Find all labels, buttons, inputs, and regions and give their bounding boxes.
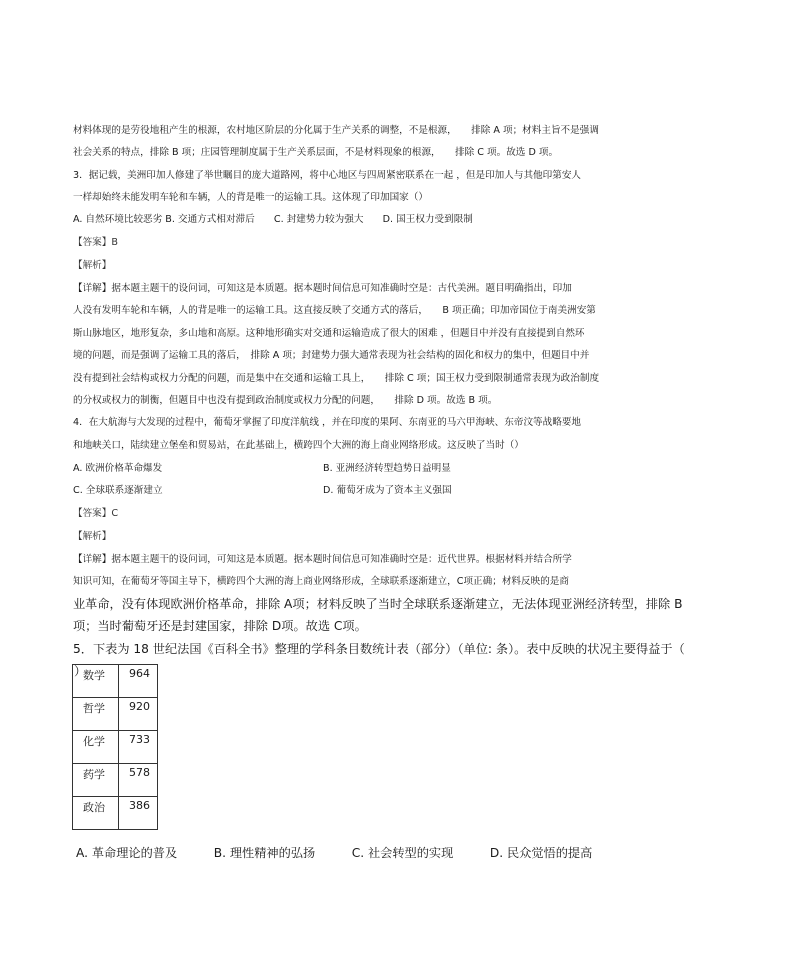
- explanation-line: 斯山脉地区，地形复杂，多山地和高原。这种地形确实对交通和运输造成了很大的困难 ，但题目中并没有直接提到自然环: [73, 328, 585, 339]
- option-d: D. 葡萄牙成为了资本主义强国: [323, 485, 452, 496]
- explanation-line: 业革命，没有体现欧洲价格革命，排除 A项；材料反映了当时全球联系逐渐建立，无法体现亚洲经济转型，排除 B: [73, 597, 683, 611]
- table-cell-count: 733: [119, 731, 158, 764]
- analysis-label: 【解析】: [73, 260, 112, 271]
- explanation-line: 知识可知，在葡萄牙等国主导下，横跨四个大洲的海上商业网络形成，全球联系逐渐建立，C项正确；材料反映的是商: [73, 576, 569, 587]
- question-5-stem: ）: [74, 664, 87, 678]
- text-line: 材料体现的是劳役地租产生的根源，农村地区阶层的分化属于生产关系的调整，不是根源， 排除 A 项；材料主旨不是强调: [73, 125, 599, 136]
- subject-count-table: [72, 664, 158, 830]
- option-a: A. 欧洲价格革命爆发: [73, 463, 163, 474]
- table-row: [73, 764, 158, 797]
- question-4-stem: 4．在大航海与大发现的过程中，葡萄牙掌握了印度洋航线 ，并在印度的果阿、东南亚的马六甲海峡、东帝汶等战略要地: [73, 417, 582, 428]
- analysis-label: 【解析】: [73, 531, 112, 542]
- question-4-stem: 和地峡关口，陆续建立堡垒和贸易站，在此基础上，横跨四个大洲的海上商业网络形成。这反映了当时（）: [73, 440, 524, 451]
- table-cell-subject: 数学: [73, 665, 119, 698]
- table-row: [73, 665, 158, 698]
- table-cell-subject: 政治: [73, 797, 119, 830]
- table-cell-subject: 药学: [73, 764, 119, 797]
- explanation-line: 【详解】据本题主题干的设问词，可知这是本质题。据本题时间信息可知准确时空是：近代世界。根据材料并结合所学: [73, 554, 572, 565]
- table-cell-subject: 化学: [73, 731, 119, 764]
- table-cell-subject: 哲学: [73, 698, 119, 731]
- text-line: 社会关系的特点，排除 B 项；庄园管理制度属于生产关系层面，不是材料现象的根源， 排除 C 项。故选 D 项。: [73, 147, 559, 158]
- table-cell-count: 920: [119, 698, 158, 731]
- table-cell-count: 578: [119, 764, 158, 797]
- question-3-options: A. 自然环境比较恶劣 B. 交通方式相对滞后 C. 封建势力较为强大 D. 国王权力受到限制: [73, 214, 473, 225]
- question-5-stem: 5．下表为 18 世纪法国《百科全书》整理的学科条目数统计表（部分）（单位: 条）。表中反映的状况主要得益于（: [73, 642, 685, 656]
- table-cell-count: 964: [119, 665, 158, 698]
- option-c: C. 全球联系逐渐建立: [73, 485, 163, 496]
- explanation-line: 境的问题，而是强调了运输工具的落后， 排除 A 项；封建势力强大通常表现为社会结构的固化和权力的集中，但题目中并: [73, 350, 590, 361]
- table-row: [73, 797, 158, 830]
- table-row: [73, 731, 158, 764]
- question-5-options: A. 革命理论的普及 B. 理性精神的弘扬 C. 社会转型的实现 D. 民众觉悟的提高: [76, 846, 593, 860]
- explanation-line: 没有提到社会结构或权力分配的问题，而是集中在交通和运输工具上， 排除 C 项；国王权力受到限制通常表现为政治制度: [73, 373, 600, 384]
- question-3-stem: 3．据记载，美洲印加人修建了举世瞩目的庞大道路网，将中心地区与四周紧密联系在一起 ，但是印加人与其他印第安人: [73, 170, 582, 181]
- explanation-line: 项；当时葡萄牙还是封建国家，排除 D项。故选 C项。: [73, 619, 367, 633]
- explanation-line: 的分权或权力的制衡，但题目中也没有提到政治制度或权力分配的问题， 排除 D 项。故选 B 项。: [73, 395, 498, 406]
- table-row: [73, 698, 158, 731]
- answer-label: 【答案】B: [73, 237, 118, 248]
- explanation-line: 【详解】据本题主题干的设问词，可知这是本质题。据本题时间信息可知准确时空是：古代美洲。题目明确指出，印加: [73, 283, 572, 294]
- explanation-line: 人没有发明车轮和车辆，人的背是唯一的运输工具。这直接反映了交通方式的落后， B 项正确；印加帝国位于南美洲安第: [73, 305, 596, 316]
- table-cell-count: 386: [119, 797, 158, 830]
- answer-label: 【答案】C: [73, 508, 119, 519]
- option-b: B. 亚洲经济转型趋势日益明显: [323, 463, 451, 474]
- question-3-stem: 一样却始终未能发明车轮和车辆，人的背是唯一的运输工具。这体现了印加国家（）: [73, 192, 428, 203]
